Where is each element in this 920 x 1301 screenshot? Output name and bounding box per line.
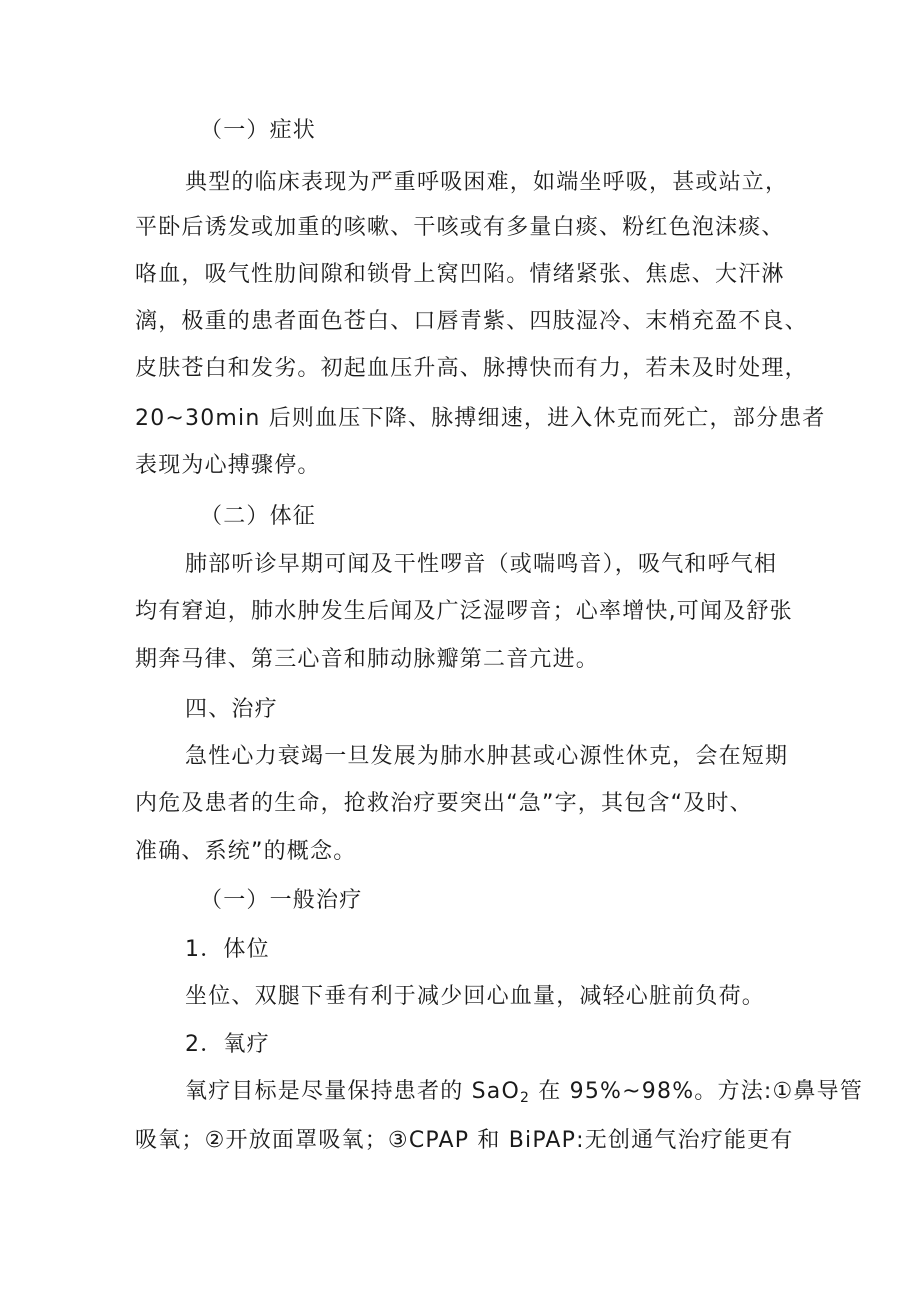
heading-treatment: 四、治疗 bbox=[185, 697, 278, 722]
paragraph-line: 咯血，吸气性肋间隙和锁骨上窝凹陷。情绪紧张、焦虑、大汗淋 bbox=[135, 262, 785, 287]
paragraph-line: 急性心力衰竭一旦发展为肺水肿甚或心源性休克，会在短期 bbox=[185, 744, 789, 769]
paragraph-line: 20~30min 后则血压下降、脉搏细速，进入休克而死亡，部分患者 bbox=[135, 406, 826, 431]
paragraph-line: 坐位、双腿下垂有利于减少回心血量，减轻心脏前负荷。 bbox=[185, 984, 766, 1009]
paragraph-line: 吸氧；②开放面罩吸氧；③CPAP 和 BiPAP:无创通气治疗能更有 bbox=[135, 1128, 794, 1153]
paragraph-line: 表现为心搏骤停。 bbox=[135, 453, 321, 478]
paragraph-line: 内危及患者的生命，抢救治疗要突出“急”字，其包含“及时、 bbox=[135, 791, 753, 816]
paragraph-line: 期奔马律、第三心音和肺动脉瓣第二音亢进。 bbox=[135, 647, 600, 672]
heading-position: 1．体位 bbox=[185, 937, 270, 962]
heading-general-treatment: （一）一般治疗 bbox=[200, 888, 363, 913]
heading-oxygen-therapy: 2．氧疗 bbox=[185, 1032, 270, 1057]
paragraph-line: 平卧后诱发或加重的咳嗽、干咳或有多量白痰、粉红色泡沫痰、 bbox=[135, 215, 785, 240]
paragraph-line: 均有窘迫，肺水肿发生后闻及广泛湿啰音；心率增快,可闻及舒张 bbox=[135, 599, 793, 624]
paragraph-line: 漓，极重的患者面色苍白、口唇青紫、四肢湿冷、末梢充盈不良、 bbox=[135, 309, 808, 334]
subscript-2: 2 bbox=[519, 1090, 531, 1106]
heading-signs: （二）体征 bbox=[200, 504, 317, 529]
heading-symptoms: （一）症状 bbox=[200, 118, 317, 143]
paragraph-line: 肺部听诊早期可闻及干性啰音（或喘鸣音），吸气和呼气相 bbox=[185, 552, 778, 577]
oxygen-text-before: 氧疗目标是尽量保持患者的 SaO bbox=[185, 1079, 520, 1104]
oxygen-text-after: 在 95%~98%。方法:①鼻导管 bbox=[530, 1079, 864, 1104]
paragraph-line-oxygen bbox=[185, 1077, 863, 1107]
paragraph-line: 皮肤苍白和发劣。初起血压升高、脉搏快而有力，若未及时处理， bbox=[135, 356, 808, 381]
paragraph-line: 典型的临床表现为严重呼吸困难，如端坐呼吸，甚或站立， bbox=[185, 170, 789, 195]
paragraph-line: 准确、系统”的概念。 bbox=[135, 839, 357, 864]
